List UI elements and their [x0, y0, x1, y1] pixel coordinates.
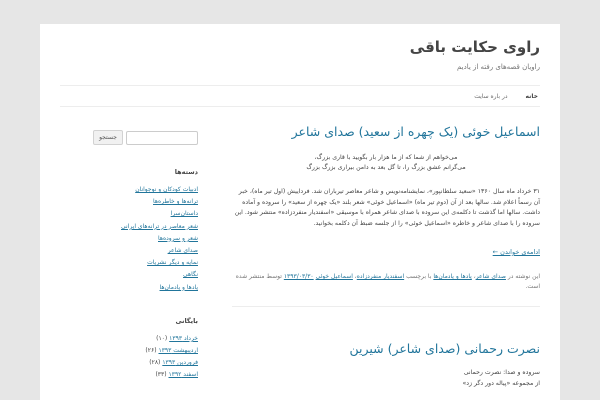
archive-link[interactable]: اردیبهشت ۱۳۹۳ — [158, 347, 198, 355]
meta-category-link[interactable]: صدای شاعر — [475, 273, 506, 280]
read-more-link[interactable]: ادامه‌ی خواندن ← — [492, 248, 540, 256]
list-item — [82, 221, 198, 233]
post-title[interactable]: نصرت رحمانی (صدای شاعر) شیرین — [349, 341, 540, 356]
category-link[interactable]: داستان‌سرا — [170, 210, 198, 218]
category-link[interactable]: ادبیات کودکان و نوجوانان — [135, 186, 198, 193]
meta-text: این نوشته در — [507, 273, 540, 280]
category-link[interactable]: نمایه و دیگر نشریات — [147, 259, 198, 267]
archive-link[interactable]: خرداد ۱۳۹۳ — [169, 334, 198, 342]
list-item — [82, 196, 198, 208]
poem-line: می‌گرانم عشق بزرگ را، تا گل بعد به دامن بیراری بزرگ بزرگ — [306, 164, 466, 171]
list-item — [82, 333, 198, 345]
poem-line: می‌خواهم از شما که از ما هزار بار بگویید با قاری بزرگ، — [314, 154, 458, 161]
categories-title: دسته‌ها — [174, 168, 198, 176]
sidebar — [82, 130, 198, 382]
category-link[interactable]: ترانه‌ها و خاطره‌ها — [153, 198, 198, 206]
main-navigation — [60, 85, 540, 107]
list-item — [82, 233, 198, 245]
categories-list — [82, 184, 198, 294]
list-item — [82, 282, 198, 294]
category-link[interactable]: یادها و یادمان‌ها — [159, 283, 198, 291]
post-meta: این نوشته در صدای شاعر، یادها و یادمان‌ها با برچسب اسفندیار منفردزاده، اسماعیل خوئی ۱۳۹۳/۰۳/۳۰ توسط منتشر شده است. — [232, 272, 540, 307]
nav-item-about[interactable]: در باره سایت — [474, 92, 508, 100]
archive-count: (۳۳) — [155, 371, 167, 379]
nav-item-home[interactable]: خانه — [525, 92, 538, 100]
meta-date-link[interactable]: ۱۳۹۳/۰۳/۳۰ — [283, 273, 314, 280]
list-item — [82, 369, 198, 381]
list-item — [82, 184, 198, 196]
meta-separator: ، — [473, 273, 476, 280]
list-item — [82, 357, 198, 369]
category-link[interactable]: شعر و سروده‌ها — [158, 234, 198, 242]
site-description: راویان قصه‌های رفته از یادیم — [456, 63, 540, 71]
site-title[interactable]: راوی حکایت باقی — [409, 38, 540, 56]
list-item — [82, 257, 198, 269]
post-poem — [232, 153, 540, 173]
list-item — [82, 208, 198, 220]
post-title[interactable]: اسماعیل خوئی (یک چهره از سعید) صدای شاعر — [291, 124, 540, 139]
post-paragraph: ۳۱ خرداد ماه سال ۱۳۶۰ «سعید سلطانپور»، نمایشنامه‌نویس و شاعر معاصر تیرباران شد. فرداییش (اول تیر ماه)، خبر آن رسماً اعلام شد. سالها بعد از آن (دوم تیر ماه) «اسماعیل خوئی» شعر بلند «یک چهره از سعید» را سروده و آماده داشت. سالها اما گذشت تا دکلمه‌ی این سروده با صدای شاعر همراه با موسیقی «اسفندیار منفردزاده» منتشر شود. این سروده را با صدای شاعر و خاطره «اسماعیل خوئی» را از جلسه ضبط آن دکلمه بخوانید. — [234, 188, 540, 227]
page-container — [40, 24, 560, 400]
meta-tag-link[interactable]: اسفندیار منفردزاده — [356, 273, 405, 280]
meta-category-link[interactable]: یادها و یادمان‌ها — [433, 273, 472, 280]
archives-title: بایگانی — [175, 316, 198, 325]
post-content — [232, 187, 540, 229]
meta-text: توسط منتشر شده است. — [235, 273, 540, 290]
meta-text: با برچسب — [406, 273, 432, 280]
archive-link[interactable]: فروردین ۱۳۹۳ — [162, 359, 198, 367]
search-button[interactable]: جستجو — [93, 130, 123, 145]
post — [232, 124, 540, 307]
archives-list — [82, 333, 198, 382]
categories-widget — [82, 168, 198, 294]
post — [232, 341, 540, 389]
category-link[interactable]: نگاهی — [183, 271, 198, 279]
post-line: سروده و صدا: نصرت رحمانی — [463, 369, 540, 376]
archive-count: (۱۰) — [156, 334, 168, 342]
list-item — [82, 345, 198, 357]
list-item — [82, 269, 198, 281]
meta-tag-link[interactable]: اسماعیل خوئی — [315, 273, 353, 280]
post-content — [232, 368, 540, 389]
archives-widget — [82, 317, 198, 382]
read-more — [232, 239, 540, 258]
post-line: از مجموعه «پیاله دور دگر زد» — [462, 379, 540, 387]
main-content — [232, 124, 540, 389]
archive-count: (۲۶) — [145, 347, 157, 355]
search-form — [82, 130, 198, 145]
search-input[interactable] — [126, 131, 198, 145]
list-item — [82, 245, 198, 257]
archive-link[interactable]: اسفند ۱۳۹۲ — [168, 371, 198, 379]
archive-count: (۲۸) — [149, 359, 161, 367]
category-link[interactable]: شعر معاصر در ترانه‌های ایرانی — [121, 222, 198, 230]
category-link[interactable]: صدای شاعر — [167, 247, 198, 255]
